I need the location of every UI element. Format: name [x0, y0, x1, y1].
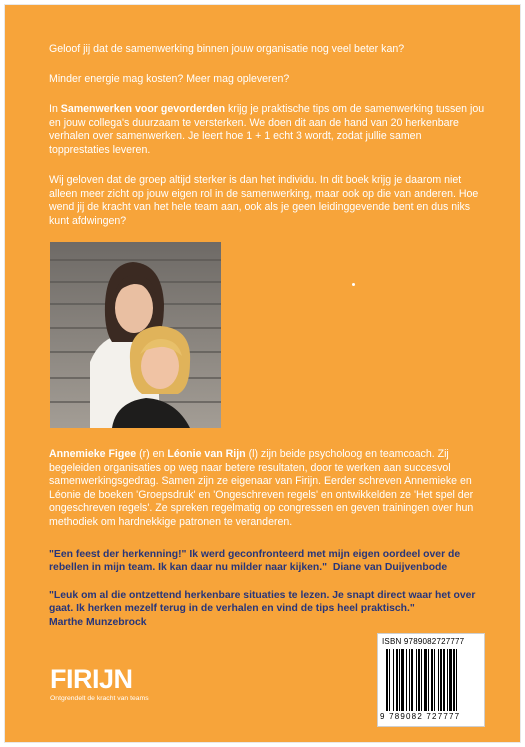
- logo-tagline: Ontgrendelt de kracht van teams: [50, 695, 149, 702]
- quote-2: "Leuk om al die ontzettend herkenbare situaties te lezen. Je snapt direct waar het over gaat. Ik herken mezelf terug in de verhalen en vind de tips heel praktisch." Marthe Munzebrock: [49, 590, 476, 628]
- isbn-digits: 9 789082 727777: [380, 712, 461, 721]
- quote-2-author: Marthe Munzebrock: [49, 616, 147, 628]
- book-title: Samenwerken voor gevorderden: [60, 103, 226, 115]
- isbn-label: ISBN 9789082727777: [382, 637, 465, 646]
- isbn-barcode: [377, 633, 485, 727]
- barcode-bars: [386, 649, 476, 711]
- intro-line-2: Minder energie mag kosten? Meer mag opleveren?: [49, 73, 290, 85]
- back-cover: [5, 5, 520, 742]
- author-name-2: Léonie van Rijn: [167, 448, 246, 460]
- quote-1-author: Diane van Duijvenbode: [332, 562, 448, 574]
- quote-1: "Een feest der herkenning!" Ik werd geconfronteerd met mijn eigen oordeel over de rebellen in mijn team. Ik kan daar nu milder naar kijken." Diane van Duijvenbode: [49, 549, 461, 574]
- intro-line-1: Geloof jij dat de samenwerking binnen jouw organisatie nog veel beter kan?: [49, 43, 405, 55]
- author-name-1: Annemieke Figee: [49, 448, 137, 460]
- firijn-logo: [50, 665, 149, 702]
- belief-paragraph: Wij geloven dat de groep altijd sterker is dan het individu. In dit boek krijg je daarom niet alleen meer zicht op jouw eigen rol in de samenwerking, maar ook op die van anderen. Hoe wend jij de kracht van het hele team aan, ook als je geen leidinggevende bent en dus niks kunt afdwingen?: [49, 174, 479, 227]
- author-bio: Annemieke Figee (r) en Léonie van Rijn (l) zijn beide psycholoog en teamcoach. Zij begeleiden organisaties op weg naar betere resultaten, door te werken aan succesvol samenwerkingsgedrag. Samen zijn ze eigenaar van Firijn. Eerder schreven Annemieke en Léonie de boeken 'Groepsdruk' en 'Ongeschreven regels' en ontwikkelden ze 'Het spel der ongeschreven regels'. Ze spreken regelmatig op congressen en geven trainingen over hun methodiek om hardnekkige patronen te veranderen.: [49, 448, 474, 528]
- logo-word: FIRIJN: [50, 664, 133, 694]
- decorative-dot: [352, 283, 355, 286]
- authors-photo: [50, 242, 221, 428]
- intro-paragraph: In Samenwerken voor gevorderden krijg je praktische tips om de samenwerking tussen jou en jouw collega's duurzaam te versterken. We doen dit aan de hand van 20 herkenbare verhalen over samenwerken. Je leert hoe 1 + 1 echt 3 wordt, zodat jullie samen topprestaties leveren.: [49, 103, 485, 156]
